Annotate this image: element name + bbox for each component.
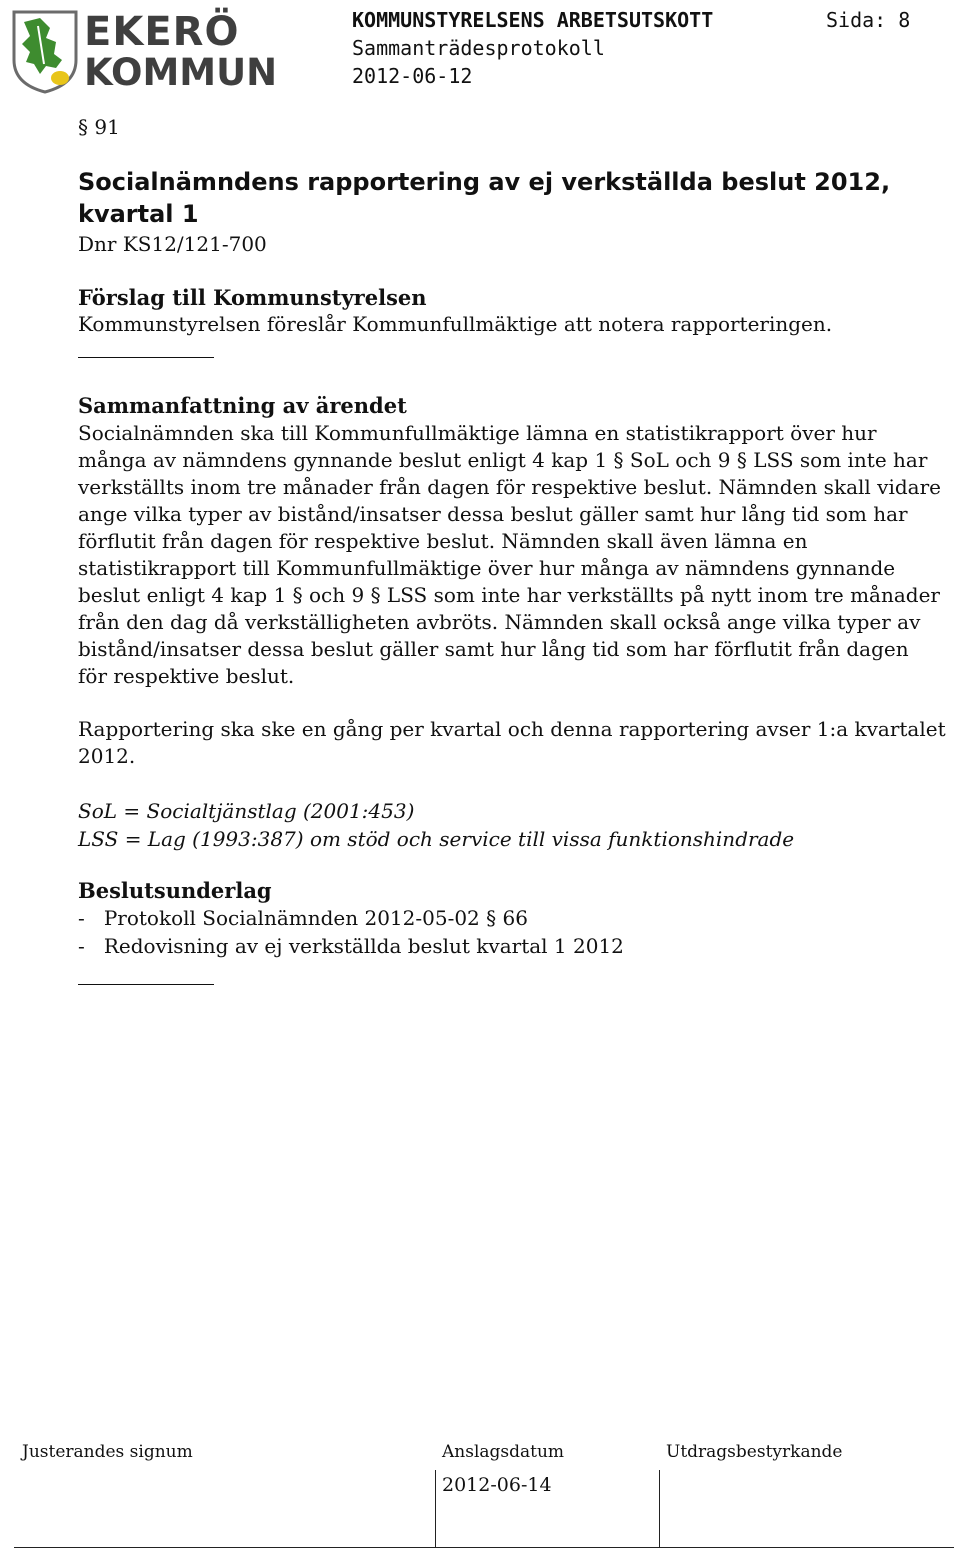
footer-baseline: [14, 1547, 954, 1548]
paragraph-number: § 91: [78, 115, 120, 139]
section-divider: [78, 357, 214, 358]
summary-body: [78, 420, 958, 690]
summary-line: från den dag då verkställigheten avbröts. Nämnden skall också ange vilka typer av: [78, 610, 921, 634]
case-number: Dnr KS12/121-700: [78, 232, 267, 256]
posted-date: 2012-06-14: [442, 1474, 552, 1496]
footer-column-divider: [659, 1470, 660, 1548]
proposal-heading: Förslag till Kommunstyrelsen: [78, 285, 427, 310]
abbreviation-lss: LSS = Lag (1993:387) om stöd och service till vissa funktionshindrade: [78, 827, 795, 851]
summary-line: förflutit från dagen för respektive beslut. Nämnden skall även lämna en: [78, 529, 808, 553]
extract-certification-label: Utdragsbestyrkande: [666, 1442, 843, 1462]
basis-heading: Beslutsunderlag: [78, 878, 272, 903]
summary-line: beslut enligt 4 kap 1 § och 9 § LSS som inte har verkställts på nytt inom tre månader: [78, 583, 940, 607]
page-number: Sida: 8: [826, 8, 911, 32]
document-type: Sammanträdesprotokoll: [352, 36, 605, 60]
section-divider: [78, 984, 214, 985]
summary-heading: Sammanfattning av ärendet: [78, 393, 407, 418]
meeting-date: 2012-06-12: [352, 64, 473, 88]
reporting-line: 2012.: [78, 744, 136, 768]
summary-line: verkställts inom tre månader från dagen för respektive beslut. Nämnden skall vidare: [78, 475, 941, 499]
leaf-shield-icon: [10, 8, 80, 94]
summary-line: många av nämndens gynnande beslut enligt 4 kap 1 § SoL och 9 § LSS som inte har: [78, 448, 928, 472]
summary-line: Socialnämnden ska till Kommunfullmäktige lämna en statistikrapport över hur: [78, 421, 877, 445]
logo-line-2: KOMMUN: [84, 51, 278, 94]
proposal-text: Kommunstyrelsen föreslår Kommunfullmäktige att notera rapporteringen.: [78, 312, 833, 336]
posted-date-label: Anslagsdatum: [442, 1442, 565, 1462]
basis-item: - Redovisning av ej verkställda beslut kvartal 1 2012: [78, 934, 624, 958]
municipality-logo: [10, 8, 278, 94]
abbreviation-sol: SoL = Socialtjänstlag (2001:453): [78, 799, 415, 823]
basis-item: - Protokoll Socialnämnden 2012-05-02 § 66: [78, 906, 528, 930]
summary-line: för respektive beslut.: [78, 664, 295, 688]
summary-line: statistikrapport till Kommunfullmäktige över hur många av nämndens gynnande: [78, 556, 896, 580]
reporting-line: Rapportering ska ske en gång per kvartal och denna rapportering avser 1:a kvartalet: [78, 717, 946, 741]
footer-column-divider: [435, 1470, 436, 1548]
logo-line-1: EKERÖ: [84, 9, 240, 55]
reporting-paragraph: [78, 716, 958, 770]
summary-line: ange vilka typer av bistånd/insatser dessa beslut gäller samt hur lång tid som har: [78, 502, 908, 526]
abbreviations: [78, 797, 794, 853]
basis-list: [78, 904, 624, 960]
committee-name: KOMMUNSTYRELSENS ARBETSUTSKOTT: [352, 8, 714, 32]
signature-label: Justerandes signum: [22, 1442, 193, 1462]
summary-line: bistånd/insatser dessa beslut gäller samt hur lång tid som har förflutit från dagen: [78, 637, 909, 661]
item-title: Socialnämndens rapportering av ej verkställda beslut 2012, kvartal 1: [78, 168, 891, 228]
